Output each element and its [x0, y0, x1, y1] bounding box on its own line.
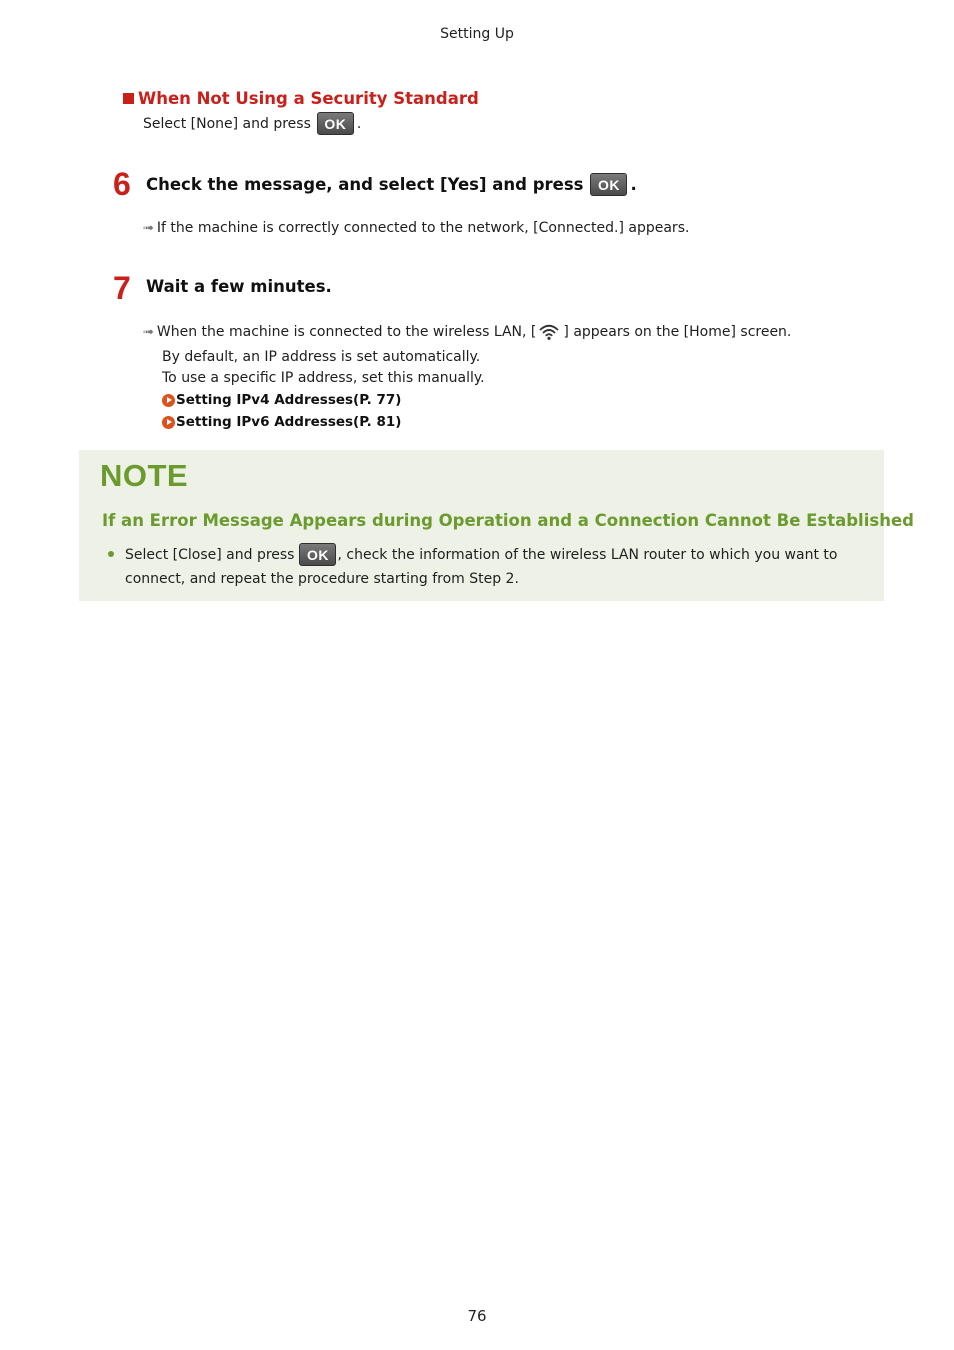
step-result-text: If the machine is correctly connected to the network, [Connected.] appears. — [156, 220, 690, 236]
step-title: Wait a few minutes. — [146, 277, 332, 296]
ok-key-icon: OK — [317, 112, 354, 135]
bullet-icon — [108, 551, 114, 557]
instruction-text-end: . — [356, 115, 362, 132]
note-text-cont: , check the information of the wireless LAN router to which you want to — [337, 546, 838, 563]
ok-key-icon: OK — [590, 173, 627, 196]
wifi-icon — [539, 323, 559, 341]
section-heading — [123, 89, 479, 108]
instruction-text: Select [None] and press — [143, 115, 311, 132]
step-number: 6 — [113, 166, 131, 202]
info-line: By default, an IP address is set automatically. — [162, 349, 481, 365]
step-result-text: When the machine is connected to the wireless LAN, [ — [156, 324, 537, 340]
note-text: Select [Close] and press — [125, 546, 295, 563]
step-number: 7 — [113, 270, 131, 306]
step-title-end: . — [630, 175, 637, 194]
step-title-text: Check the message, and select [Yes] and press — [146, 175, 584, 194]
page-number: 76 — [467, 1307, 487, 1325]
note-heading: If an Error Message Appears during Operation and a Connection Cannot Be Established — [102, 511, 914, 530]
note-title: NOTE — [100, 458, 189, 493]
page-header: Setting Up — [440, 26, 514, 42]
heading-marker-icon — [123, 93, 134, 104]
link-arrow-icon — [162, 394, 175, 407]
info-line: To use a specific IP address, set this manually. — [162, 370, 485, 386]
step-result — [143, 220, 689, 236]
ok-key-icon: OK — [299, 543, 336, 566]
link-ipv6[interactable] — [162, 414, 401, 430]
step-title — [146, 173, 637, 196]
link-arrow-icon — [162, 416, 175, 429]
step-result — [143, 323, 791, 341]
step-result-text-end: ] appears on the [Home] screen. — [563, 324, 792, 340]
result-arrow-icon: ➟ — [143, 220, 154, 236]
section-heading-text: When Not Using a Security Standard — [138, 89, 479, 108]
link-text[interactable]: Setting IPv6 Addresses(P. 81) — [176, 414, 402, 430]
note-bullet-line — [125, 543, 837, 566]
instruction-line — [143, 112, 361, 135]
link-ipv4[interactable] — [162, 392, 401, 408]
result-arrow-icon: ➟ — [143, 324, 154, 340]
note-bullet-line2: connect, and repeat the procedure starting from Step 2. — [125, 571, 519, 587]
link-text[interactable]: Setting IPv4 Addresses(P. 77) — [176, 392, 402, 408]
